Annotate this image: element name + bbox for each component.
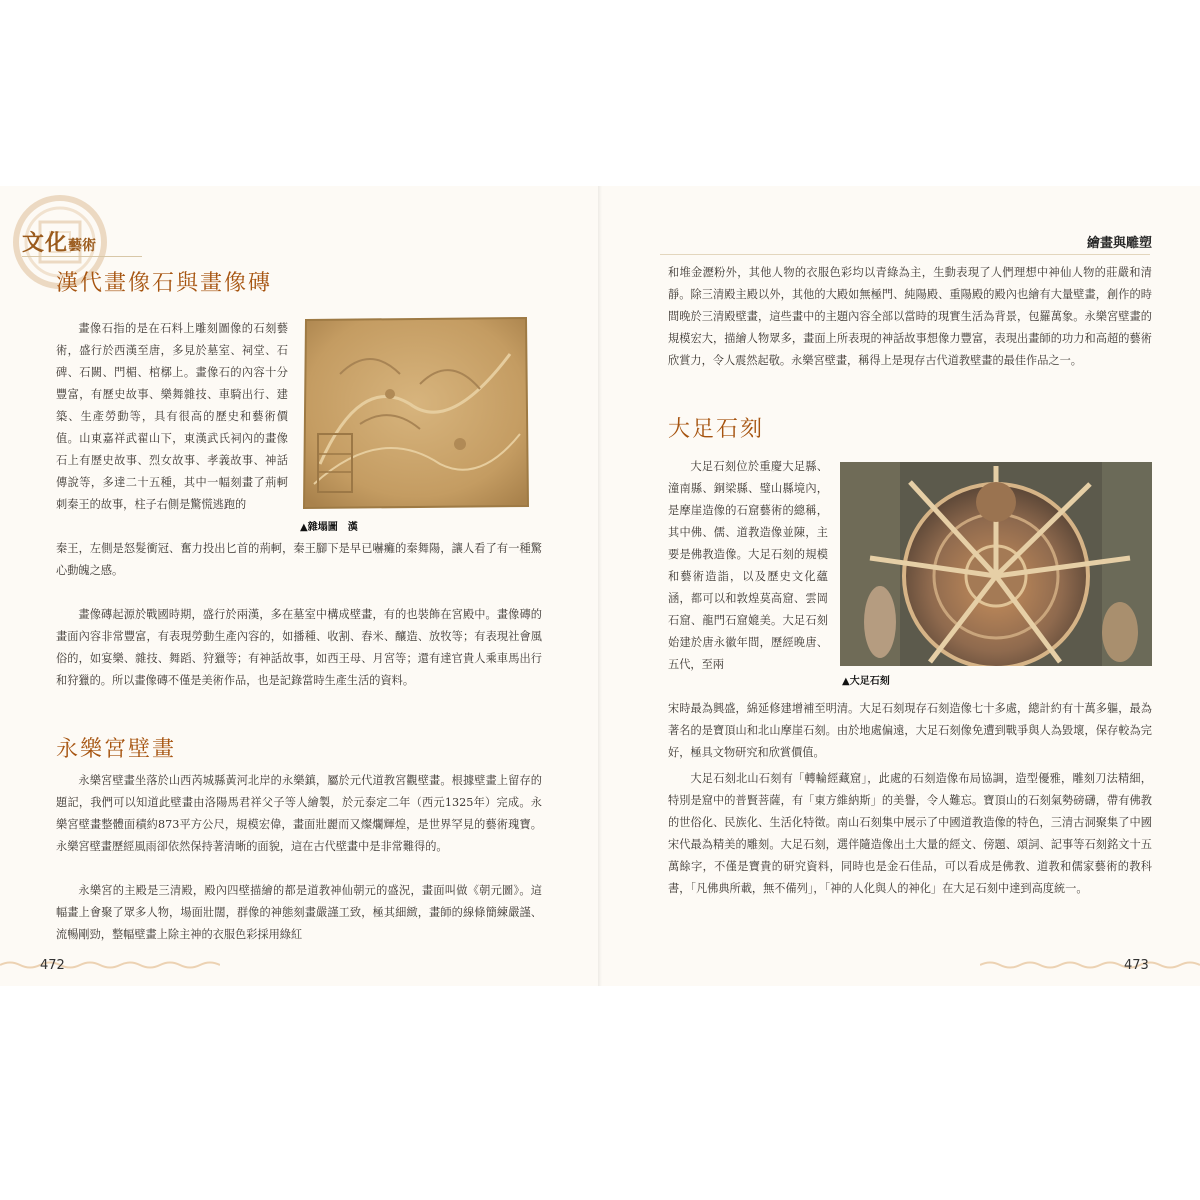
paragraph-stone-1b: 秦王，左側是怒髮衝冠、奮力投出匕首的荊軻，秦王腳下是早已嚇癱的秦舞陽，讓人看了有一種驚心動魄之感。 [56,542,542,577]
footer-ornament-left-icon [0,960,220,970]
section-tag-main: 文化 [22,231,69,256]
section-tag-small: 藝術 [68,238,97,254]
paragraph-dazu-2: 大足石刻北山石刻有「轉輪經藏窟」，此處的石刻造像布局協調，造型優雅，雕刻刀法精細，特別是窟中的普賢菩薩，有「東方維納斯」的美譽，令人難忘。寶頂山的石刻氣勢磅礴，帶有佛教的世俗化、民族化、生活化特徵。南山石刻集中展示了中國道教造像的特色，三清古洞聚集了中國宋代最為精美的雕刻。大足石刻，選伴隨造像出土大量的經文、傍題、頌詞、記事等石刻銘文十五萬餘字，不僅是寶貴的研究資料，同時也是金石佳品，可以看成是佛教、道教和儒家藝術的教科書，「凡佛典所載，無不備列」，「神的人化與人的神化」在大足石刻中達到高度統一。 [668,772,1152,895]
paragraph-yongle-2: 永樂宮的主殿是三清殿，殿內四壁描繪的都是道教神仙朝元的盛況，畫面叫做《朝元圖》。這幅畫上會聚了眾多人物，場面壯闊，群像的神態刻畫嚴謹工致，極其細緻，畫師的線條簡練嚴謹、流暢剛勁，整幅壁畫上除主神的衣服色彩採用綠紅 [56,884,542,941]
caption-dazu: ▲大足石刻 [842,676,890,687]
paragraph-brick: 畫像磚起源於戰國時期，盛行於兩漢，多在墓室中構成壁畫，有的也裝飾在宮殿中。畫像磚的畫面內容非常豐富，有表現勞動生產內容的，如播種、收割、舂米、釀造、放牧等；有表現社會風俗的，如宴樂、雜技、舞蹈、狩獵等；有神話故事，如西王母、月宮等；還有達官貴人乘車馬出行和狩獵的。所以畫像磚不僅是美術作品，也是記錄當時生產生活的資料。 [56,608,542,687]
dazu-carving-image [840,462,1152,666]
page-number-left: 472 [40,958,65,973]
header-divider-right [660,254,1150,255]
paragraph-stone-1: 畫像石指的是在石料上雕刻圖像的石刻藝術，盛行於西漢至唐，多見於墓室、祠堂、石碑、石闕、門楣、棺槨上。畫像石的內容十分豐富，有歷史故事、樂舞雜技、車騎出行、建築、生產勞動等，具有很高的歷史和藝術價值。山東嘉祥武翟山下，東漢武氏祠內的畫像石上有歷史故事、烈女故事、孝義故事、神話傳說等，多達二十五種，其中一幅刻畫了荊軻刺秦王的故事，柱子右側是驚慌逃跑的 [56,322,288,511]
heading-dazu: 大足石刻 [668,417,765,442]
section-tag [22,226,96,257]
page-number-right: 473 [1124,958,1149,973]
stone-relief-image [300,314,532,512]
footer-ornament-right-icon [980,960,1200,970]
paragraph-yongle-1: 永樂宮壁畫坐落於山西芮城縣黃河北岸的永樂鎮，屬於元代道教宮觀壁畫。根據壁畫上留存的題記，我們可以知道此壁畫由洛陽馬君祥父子等人繪製，於元泰定二年（西元1325年）完成。永樂宮壁畫整體面積約873平方公尺，規模宏偉，畫面壯麗而又燦爛輝煌，是世界罕見的藝術瑰寶。永樂宮壁畫歷經風雨卻依然保持著清晰的面貌，這在古代壁畫中是非常難得的。 [56,774,542,853]
heading-han-stone: 漢代畫像石與畫像磚 [56,271,273,296]
book-gutter [598,186,602,986]
running-header: 繪畫與雕塑 [1086,236,1152,251]
caption-stone-relief: ▲雜塌圖 漢 [300,522,358,533]
paragraph-yongle-3: 和堆金瀝粉外，其他人物的衣服色彩均以青綠為主，生動表現了人們理想中神仙人物的莊嚴和清靜。除三清殿主殿以外，其他的大殿如無極門、純陽殿、重陽殿的殿內也繪有大量壁畫，創作的時間晚於三清殿壁畫，這些畫中的主題內容全部以當時的現實生活為背景，包羅萬象。永樂宮壁畫的規模宏大，描繪人物眾多，畫面上所表現的神話故事想像力豐富，表現出畫師的功力和高超的藝術欣賞力，令人震然起敬。永樂宮壁畫，稱得上是現存古代道教壁畫的最佳作品之一。 [668,266,1152,367]
header-divider-left [22,256,142,257]
heading-yongle-mural: 永樂宮壁畫 [56,737,177,762]
paragraph-dazu-1b: 宋時最為興盛，綿延修建增補至明清。大足石刻現存石刻造像七十多處，總計約有十萬多軀，最為著名的是寶頂山和北山摩崖石刻。由於地處偏遠，大足石刻像免遭到戰爭與人為毀壞，保存較為完好，極具文物研究和欣賞價值。 [668,702,1152,759]
paragraph-dazu-1: 大足石刻位於重慶大足縣、潼南縣、銅梁縣、璧山縣境內，是摩崖造像的石窟藝術的總稱，其中佛、儒、道教造像並陳，主要是佛教造像。大足石刻的規模和藝術造詣，以及歷史文化蘊涵，都可以和敦煌莫高窟、雲岡石窟、龍門石窟媲美。大足石刻始建於唐永徽年間，歷經晚唐、五代，至兩 [668,460,828,671]
